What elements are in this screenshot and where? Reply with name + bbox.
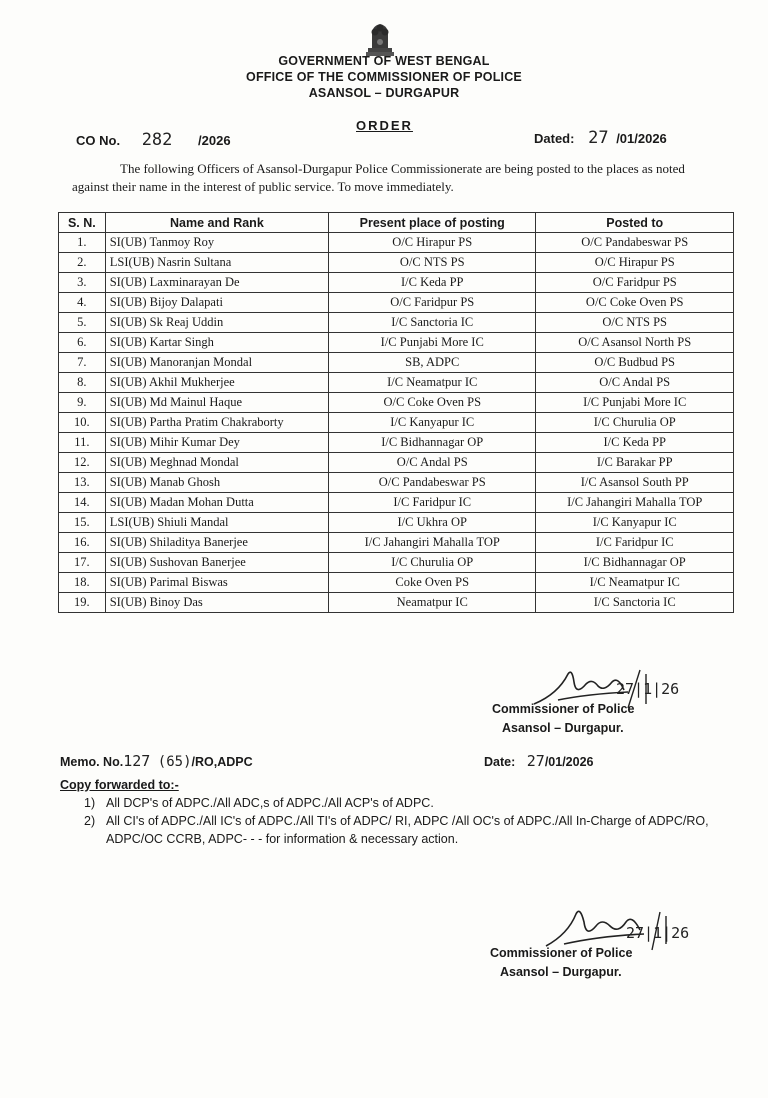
dated-year: /01/2026 [616,131,667,146]
copy-item-text: All DCP's of ADPC./All ADC,s of ADPC./All ACP's of ADPC. [106,796,434,810]
cell-sn: 17. [59,553,106,573]
memo-line [60,752,253,770]
signature-2-place: Asansol – Durgapur. [500,965,622,979]
cell-name-rank: SI(UB) Manoranjan Mondal [105,353,328,373]
cell-sn: 2. [59,253,106,273]
cell-sn: 1. [59,233,106,253]
memo-date-line [484,752,593,770]
cell-present-posting: I/C Bidhannagar OP [329,433,536,453]
posting-table [58,212,734,613]
cell-present-posting: O/C Hirapur PS [329,233,536,253]
co-year: /2026 [198,133,231,148]
cell-posted-to: O/C NTS PS [536,313,734,333]
signature-1-title: Commissioner of Police [492,702,635,716]
cell-posted-to: I/C Barakar PP [536,453,734,473]
cell-name-rank: SI(UB) Mihir Kumar Dey [105,433,328,453]
cell-name-rank: SI(UB) Sk Reaj Uddin [105,313,328,333]
memo-date-day: 27 [526,752,545,770]
table-row [59,573,734,593]
cell-sn: 3. [59,273,106,293]
cell-name-rank: SI(UB) Sushovan Banerjee [105,553,328,573]
cell-name-rank: SI(UB) Laxminarayan De [105,273,328,293]
cell-sn: 18. [59,573,106,593]
cell-posted-to: I/C Keda PP [536,433,734,453]
header-government: GOVERNMENT OF WEST BENGAL [278,54,490,68]
cell-present-posting: I/C Ukhra OP [329,513,536,533]
table-row [59,593,734,613]
cell-name-rank: SI(UB) Manab Ghosh [105,473,328,493]
cell-sn: 7. [59,353,106,373]
cell-name-rank: SI(UB) Md Mainul Haque [105,393,328,413]
cell-sn: 19. [59,593,106,613]
header-office: OFFICE OF THE COMMISSIONER OF POLICE [246,70,522,84]
header-name: Name and Rank [105,213,328,233]
list-item [84,794,714,812]
cell-present-posting: Neamatpur IC [329,593,536,613]
cell-present-posting: I/C Jahangiri Mahalla TOP [329,533,536,553]
table-row [59,413,734,433]
cell-posted-to: I/C Sanctoria IC [536,593,734,613]
cell-posted-to: I/C Kanyapur IC [536,513,734,533]
table-row [59,513,734,533]
copy-list [84,794,714,848]
copy-item-number: 2) [84,814,96,828]
table-row [59,553,734,573]
table-row [59,273,734,293]
cell-present-posting: I/C Neamatpur IC [329,373,536,393]
header-sn: S. N. [59,213,106,233]
cell-sn: 5. [59,313,106,333]
memo-sub: (65) [157,754,192,770]
co-label: CO No. [76,133,121,148]
table-row [59,333,734,353]
co-number: 282 [141,130,173,150]
table-row [59,433,734,453]
cell-name-rank: SI(UB) Akhil Mukherjee [105,373,328,393]
cell-posted-to: I/C Faridpur IC [536,533,734,553]
cell-sn: 4. [59,293,106,313]
cell-name-rank: LSI(UB) Shiuli Mandal [105,513,328,533]
cell-posted-to: O/C Faridpur PS [536,273,734,293]
header-city: ASANSOL – DURGAPUR [308,86,460,100]
cell-present-posting: I/C Punjabi More IC [329,333,536,353]
dated-label: Dated: [534,131,575,146]
table-row [59,233,734,253]
copy-forwarded-title: Copy forwarded to:- [60,778,179,792]
cell-name-rank: SI(UB) Bijoy Dalapati [105,293,328,313]
cell-posted-to: I/C Punjabi More IC [536,393,734,413]
memo-number: 127 [123,752,151,770]
cell-name-rank: SI(UB) Tanmoy Roy [105,233,328,253]
cell-sn: 9. [59,393,106,413]
cell-posted-to: O/C Pandabeswar PS [536,233,734,253]
cell-present-posting: Coke Oven PS [329,573,536,593]
cell-sn: 16. [59,533,106,553]
cell-posted-to: I/C Jahangiri Mahalla TOP [536,493,734,513]
header-present: Present place of posting [329,213,536,233]
signature-1-block [492,700,634,738]
memo-date-label: Date: [484,755,516,769]
table-row [59,373,734,393]
list-item [84,812,714,848]
cell-posted-to: O/C Budbud PS [536,353,734,373]
cell-name-rank: SI(UB) Meghnad Mondal [105,453,328,473]
memo-date-year: /01/2026 [544,755,594,769]
cell-name-rank: SI(UB) Binoy Das [105,593,328,613]
copy-item-text: All CI's of ADPC./All IC's of ADPC./All TI's of ADPC/ RI, ADPC /All OC's of ADPC./All In-Charge of ADPC/RO, ADPC/OC CCRB, ADPC- - - for information & necessary action. [106,814,709,846]
table-row [59,533,734,553]
cell-sn: 8. [59,373,106,393]
cell-name-rank: SI(UB) Parimal Biswas [105,573,328,593]
cell-name-rank: SI(UB) Madan Mohan Dutta [105,493,328,513]
cell-posted-to: I/C Churulia OP [536,413,734,433]
cell-present-posting: I/C Kanyapur IC [329,413,536,433]
signature-2-title: Commissioner of Police [490,946,633,960]
cell-posted-to: O/C Hirapur PS [536,253,734,273]
intro-paragraph: The following Officers of Asansol-Durgapur Police Commissionerate are being posted to the places as noted against their name in the interest of public service. To move immediately. [72,161,685,194]
cell-sn: 13. [59,473,106,493]
co-number-line [76,130,231,150]
cell-posted-to: O/C Asansol North PS [536,333,734,353]
table-row [59,313,734,333]
header-posted: Posted to [536,213,734,233]
table-row [59,393,734,413]
cell-present-posting: I/C Churulia OP [329,553,536,573]
cell-present-posting: O/C Coke Oven PS [329,393,536,413]
cell-name-rank: SI(UB) Partha Pratim Chakraborty [105,413,328,433]
copy-item-number: 1) [84,796,96,810]
table-row [59,353,734,373]
cell-sn: 11. [59,433,106,453]
memo-label: Memo. No. [60,755,124,769]
cell-present-posting: O/C Pandabeswar PS [329,473,536,493]
cell-present-posting: SB, ADPC [329,353,536,373]
signature-2-date: 27|1|26 [626,924,690,942]
cell-posted-to: O/C Coke Oven PS [536,293,734,313]
table-row [59,253,734,273]
table-row [59,453,734,473]
cell-posted-to: I/C Bidhannagar OP [536,553,734,573]
signature-1-date: 27|1|26 [616,680,680,698]
dated-day: 27 [588,128,609,148]
cell-sn: 10. [59,413,106,433]
cell-sn: 14. [59,493,106,513]
cell-present-posting: O/C Faridpur PS [329,293,536,313]
memo-suffix: /RO,ADPC [191,755,253,769]
order-title: ORDER [356,118,413,133]
cell-sn: 15. [59,513,106,533]
cell-posted-to: O/C Andal PS [536,373,734,393]
cell-name-rank: SI(UB) Kartar Singh [105,333,328,353]
signature-1-place: Asansol – Durgapur. [502,721,624,735]
state-emblem-icon [362,18,398,58]
cell-posted-to: I/C Neamatpur IC [536,573,734,593]
cell-name-rank: LSI(UB) Nasrin Sultana [105,253,328,273]
cell-present-posting: O/C NTS PS [329,253,536,273]
table-row [59,293,734,313]
table-header-row [59,213,734,233]
cell-posted-to: I/C Asansol South PP [536,473,734,493]
table-row [59,493,734,513]
cell-present-posting: O/C Andal PS [329,453,536,473]
cell-sn: 6. [59,333,106,353]
cell-present-posting: I/C Keda PP [329,273,536,293]
cell-sn: 12. [59,453,106,473]
signature-2-block [490,944,632,982]
dated-line [534,128,667,148]
cell-name-rank: SI(UB) Shiladitya Banerjee [105,533,328,553]
cell-present-posting: I/C Faridpur IC [329,493,536,513]
table-row [59,473,734,493]
cell-present-posting: I/C Sanctoria IC [329,313,536,333]
